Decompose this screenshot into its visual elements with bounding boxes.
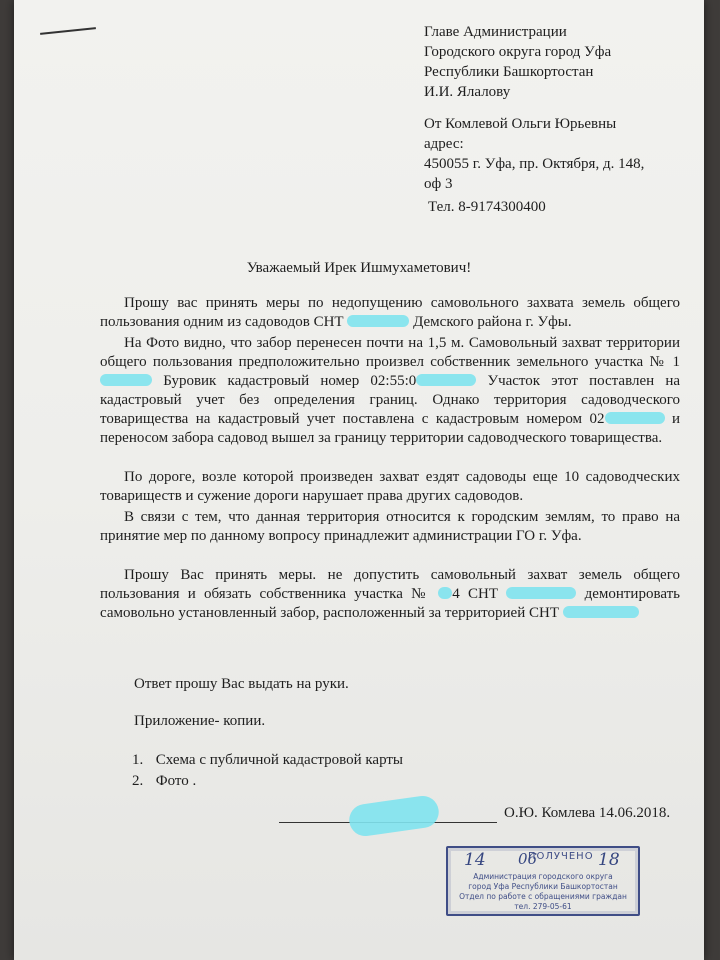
stamp-label: ПОЛУЧЕНО [528, 851, 594, 862]
paragraph-text: демонтировать самовольно установленный забор, расположенный за территорией СНТ [100, 586, 681, 621]
redaction-mark [347, 315, 409, 327]
received-stamp [446, 846, 640, 916]
sender-address-line: оф 3 [424, 176, 453, 192]
sender-address-line: 450055 г. Уфа, пр. Октября, д. 148, [424, 156, 645, 172]
stamp-line: город Уфа Республики Башкортостан [468, 882, 618, 891]
stamp-line: тел. 279-05-61 [514, 902, 572, 911]
stamp-line: Администрация городского округа [473, 872, 613, 881]
paragraph-text: Демского района г. Уфы. [413, 314, 572, 330]
paragraph-text: На Фото видно, что забор перенесен почти на 1,5 м. Самовольный захват территории общего пользования предположительно произвел собственник земельного участка № 1 [100, 335, 680, 370]
addressee-line: Городского округа город Уфа [424, 44, 612, 60]
stamp-year: 18 [598, 850, 620, 870]
signature-redaction [347, 794, 441, 838]
addressee-line: Главе Администрации [424, 24, 567, 40]
sender-name: От Комлевой Ольги Юрьевны [424, 116, 617, 132]
list-text: Схема с публичной кадастровой карты [155, 752, 404, 768]
paragraph-5 [100, 566, 680, 623]
redaction-mark [506, 587, 576, 599]
paragraph-text: и переносом забора садовод вышел за границу территории садоводческого товарищества. [100, 411, 680, 446]
attachment-list [132, 750, 403, 792]
redaction-mark [438, 587, 452, 599]
addressee-block [424, 22, 694, 102]
list-number: 2. [132, 773, 144, 789]
pen-mark [40, 27, 96, 35]
signature-name-date: О.Ю. Комлева 14.06.2018. [504, 805, 671, 821]
paragraph-text: Буровик кадастровый номер 02:55:0 [163, 373, 417, 389]
stamp-line: Отдел по работе с обращениями граждан [459, 892, 627, 901]
paragraph-2 [100, 334, 680, 448]
sender-phone: Тел. 8-9174300400 [428, 199, 546, 215]
list-item [132, 771, 403, 792]
sender-address-label: адрес: [424, 136, 464, 152]
paragraph-3: По дороге, возле которой произведен захват ездят садоводы еще 10 садоводческих товариществ и сужение дороги нарушает права других садоводов. [100, 469, 680, 504]
redaction-mark [563, 606, 639, 618]
salutation: Уважаемый Ирек Ишмухаметович! [246, 260, 472, 276]
letter-body [100, 294, 680, 623]
paragraph-4: В связи с тем, что данная территория относится к городским землям, то право на принятие мер по данному вопросу принадлежит администрации ГО г. Уфа. [100, 509, 680, 544]
paragraph-text: 4 СНТ [452, 586, 499, 602]
stamp-day: 14 [464, 850, 486, 870]
paragraph-text: Прошу вас принять меры по недопущению самовольного захвата земель общего пользования одним из садоводов СНТ [100, 295, 680, 330]
list-item [132, 750, 403, 771]
redaction-mark [100, 374, 152, 386]
redaction-mark [605, 412, 665, 424]
addressee-line: И.И. Ялалову [424, 84, 511, 100]
paragraph-text: Участок этот поставлен на кадастровый учет без определения границ. Однако территория садоводческого товарищества на кадастровый учет поставлена с кадастровым номером 02 [100, 373, 681, 427]
stamp-month: 06 [518, 850, 538, 868]
list-text: Фото . [155, 773, 197, 789]
list-number: 1. [132, 752, 144, 768]
letter-page [14, 0, 704, 960]
redaction-mark [416, 374, 476, 386]
answer-request: Ответ прошу Вас выдать на руки. [134, 676, 349, 692]
paragraph-text: Прошу Вас принять меры. не допустить самовольный захват земель общего пользования и обязать собственника участка № [100, 567, 680, 602]
paragraph-1 [100, 294, 680, 332]
appendix-title: Приложение- копии. [134, 713, 266, 729]
addressee-line: Республики Башкортостан [424, 64, 594, 80]
sender-block [424, 114, 694, 217]
